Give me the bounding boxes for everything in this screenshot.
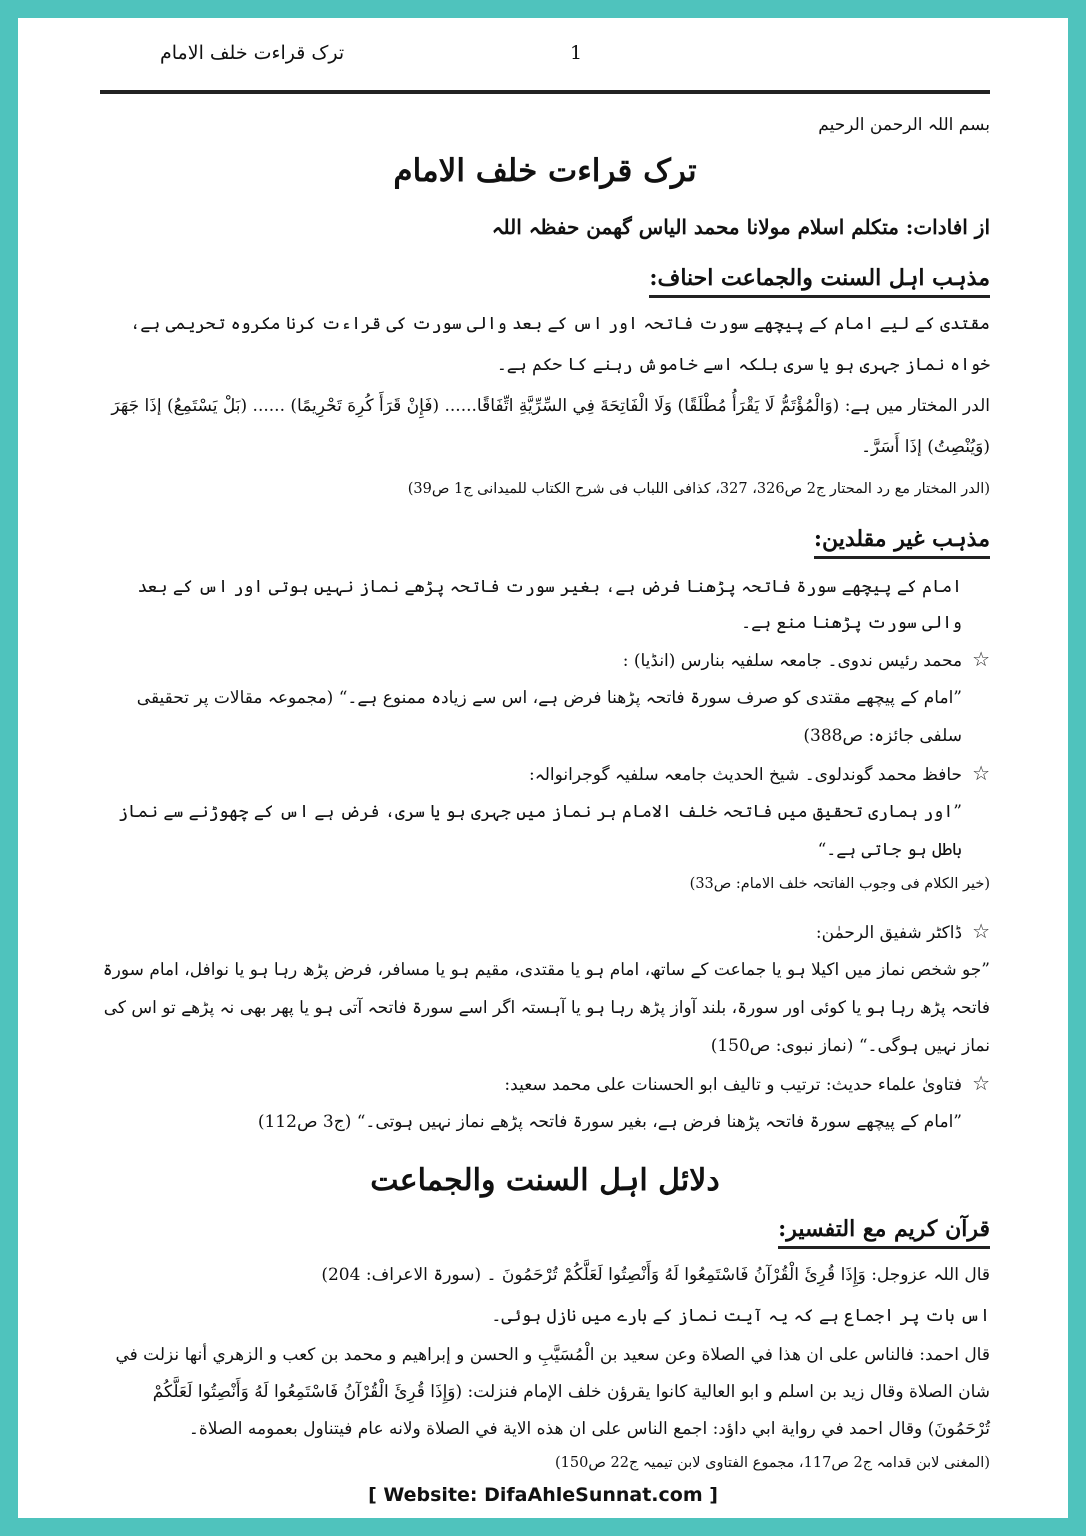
website-footer: [ Website: DifaAhleSunnat.com ] (368, 1484, 718, 1506)
quran-verse: قال اللہ عزوجل: وَإِذَا قُرِئَ الْقُرْآنُ فَاسْتَمِعُوا لَهُ وَأَنْصِتُوا لَعَلَّكُمْ تُرْحَمُونَ ۔ (سورۃ الاعراف: 204) (321, 1265, 990, 1285)
section1-reference: (الدر المختار مع رد المحتار ج2 ص326، 327، کذافی اللباب فی شرح الکتاب للمیدانی ج1 ص39) (407, 481, 990, 497)
star-icon: ☆ (972, 647, 990, 671)
section2-heading: مذہب غیر مقلدین: (814, 526, 990, 559)
page-title: ترک قراءت خلف الامام (393, 153, 697, 189)
opinion-reference: (خیر الکلام فی وجوب الفاتحہ خلف الامام: ص33) (689, 876, 990, 892)
opinion-list (100, 641, 990, 1141)
section3-heading: قرآن کریم مع التفسیر: (778, 1216, 990, 1249)
page-number: 1 (570, 42, 583, 64)
proofs-heading: دلائل اہل السنت والجماعت (370, 1163, 720, 1198)
document-page (18, 18, 1068, 1518)
page-header (100, 34, 990, 94)
opinion-source: حافظ محمد گوندلوی۔ شیخ الحدیث جامعہ سلفیہ گوجرانوالہ: (529, 765, 963, 785)
opinion-source: فتاویٰ علماء حدیث: ترتیب و تالیف ابو الحسنات علی محمد سعید: (504, 1075, 963, 1095)
star-icon: ☆ (972, 761, 990, 785)
section3-para2: قال احمد: فالناس على ان هذا في الصلاة وعن سعيد بن الْمُسَيَّبِ و الحسن و إبراهيم و محمد بن كعب و الزهري أنها نزلت في شان الصلاة وقال زيد بن اسلم و ابو العالية كانوا يقرؤن خلف الإمام فنزلت: (وَإِذَا قُرِئَ الْقُرْآنُ فَاسْتَمِعُوا لَهُ وَأَنْصِتُوا لَعَلَّكُمْ تُرْحَمُونَ) وقال احمد في رواية ابي داؤد: اجمع الناس على ان هذه الاية في الصلاة ولانه عام فيتناول بعمومه الصلاة۔ (115, 1345, 990, 1439)
opinion-item (100, 913, 990, 1065)
opinion-item (100, 641, 990, 755)
opinion-quote: ”امام کے پیچھے سورۃ فاتحہ پڑھنا فرض ہے، بغیر سورۃ فاتحہ پڑھے نماز نہیں ہوتی۔“ (ج3 ص112) (257, 1112, 962, 1132)
section2-intro: امام کے پیچھے سورۃ فاتحہ پڑھنا فرض ہے، بغیر سورت فاتحہ پڑھے نماز نہیں ہوتی اور اس کے بعد والی سورت پڑھنا منع ہے۔ (137, 577, 962, 633)
section1-para2: الدر المختار میں ہے: (وَالْمُؤْتَمُّ لَا يَقْرَأُ مُطْلَقًا) وَلَا الْفَاتِحَةَ فِي السِّرِّيَّةِ اتِّفَاقًا...... (فَإِنْ قَرَأَ كُرِهَ تَحْرِيمًا) ...... (بَلْ يَسْتَمِعُ) إذَا جَهَرَ (وَيُنْصِتُ) إذَا أَسَرَّ۔ (111, 396, 990, 457)
star-icon: ☆ (972, 919, 990, 943)
star-icon: ☆ (972, 1071, 990, 1095)
section3-reference: (المغنی لابن قدامہ ج2 ص117، مجموع الفتاوی لابن تیمیہ ج22 ص150) (554, 1455, 990, 1471)
opinion-source: محمد رئیس ندوی۔ جامعہ سلفیہ بنارس (انڈیا) : (622, 651, 963, 671)
section3-para1: اس بات پر اجماع ہے کہ یہ آیت نماز کے بارے میں نازل ہوئی۔ (491, 1306, 990, 1326)
opinion-item (100, 755, 990, 899)
section1-para1: مقتدی کے لیے امام کے پیچھے سورت فاتحہ اور اس کے بعد والی سورت کی قراءت کرنا مکروہ تحریمی ہے، خواہ نماز جہری ہو یا سری بلکہ اسے خاموش رہنے کا حکم ہے۔ (130, 314, 990, 375)
opinion-quote: ”اور ہماری تحقیق میں فاتحہ خلف الامام ہر نماز میں جہری ہو یا سری، فرض ہے اس کے چھوڑنے سے نماز باطل ہو جاتی ہے۔“ (118, 802, 962, 860)
section1-heading-wrap (100, 265, 990, 298)
opinion-source: ڈاکٹر شفیق الرحمٰن: (815, 923, 963, 943)
section1-heading: مذہب اہل السنت والجماعت احناف: (649, 265, 990, 298)
bismillah: بسم اللہ الرحمن الرحیم (818, 115, 990, 135)
author-line: از افادات: متکلم اسلام مولانا محمد الیاس گھمن حفظہ اللہ (491, 215, 990, 239)
opinion-item (100, 1065, 990, 1141)
opinion-quote: ”جو شخص نماز میں اکیلا ہو یا جماعت کے ساتھ، امام ہو یا مقتدی، مقیم ہو یا مسافر، فرض پڑھ رہا ہو یا نوافل، امام سورۃ فاتحہ پڑھ رہا ہو یا کوئی اور سورۃ، بلند آواز پڑھ رہا ہو یا آہستہ اگر اسے سورۃ فاتحہ آتی ہو یا پھر بھی نہ پڑھے تو اس کی نماز نہیں ہوگی۔“ (نماز نبوی: ص150) (102, 960, 990, 1056)
header-title: ترک قراءت خلف الامام (160, 42, 345, 64)
opinion-quote: ”امام کے پیچھے مقتدی کو صرف سورۃ فاتحہ پڑھنا فرض ہے، اس سے زیادہ ممنوع ہے۔“ (مجموعہ مقالات پر تحقیقی سلفی جائزہ: ص388) (136, 688, 962, 746)
section2-heading-wrap (100, 526, 990, 559)
section3-heading-wrap (100, 1216, 990, 1249)
